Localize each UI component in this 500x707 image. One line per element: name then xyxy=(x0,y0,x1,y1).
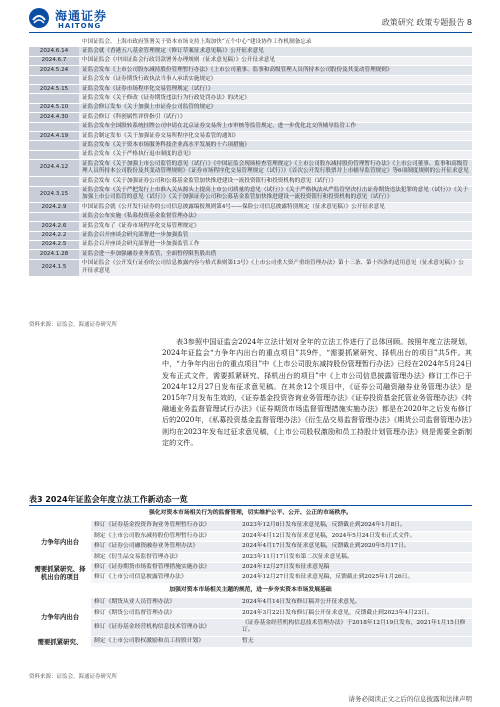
timeline-row xyxy=(29,132,472,141)
header-divider xyxy=(29,32,472,33)
table3-project: 制定《衍生品交易监督管理办法》 xyxy=(91,552,239,562)
timeline-event: 证监会发布《关于加强上市公司监管的意见（试行）》《中国证监会现场检查管理规定》《上市公司股东减持股份管理暂行办法》《上市公司董事、监事和高级管理人员所持本公司股份及其变动管理规则》《证券市场程序化交易管理规定（试行）》《首次公开发行股票并上市辅导监管规定》等6项制度规则的公开征求意见 xyxy=(79,160,472,177)
brand-name-en: HAITONG xyxy=(58,22,102,30)
event-timeline-table xyxy=(29,38,472,277)
timeline-date: 2024.2.5 xyxy=(29,240,79,249)
table3-row xyxy=(29,563,472,573)
timeline-event: 证监会发布全国股转系统挂牌公司申请在北京证券交易所上市审核等监管规定，进一步优化北交所辅导监管工作 xyxy=(79,122,472,131)
timeline-row xyxy=(29,113,472,122)
table3-project: 制定《上市公司股东减持股份管理暂行办法》 xyxy=(91,531,239,541)
table3-project: 制定《上市公司股权激励和员工持股计划》 xyxy=(91,636,239,647)
table3-section-heading: 强化对资本市场相关行为的监督管理，切实维护公平、公开、公正的市场秩序。 xyxy=(29,507,472,521)
timeline-row xyxy=(29,160,472,177)
timeline-date xyxy=(29,177,79,186)
timeline-row xyxy=(29,222,472,231)
brand-name-cn: 海通证券 xyxy=(55,9,108,23)
table3-progress: 2023年11月17日发布第二次征求意见稿。 xyxy=(239,552,472,562)
timeline-date: 2024.6.14 xyxy=(29,47,79,56)
timeline-date xyxy=(29,212,79,221)
timeline-row xyxy=(29,259,472,276)
table3-row xyxy=(29,542,472,552)
timeline-event: 证监会修订发布《关于加强上市证券公司监管的规定》 xyxy=(79,103,472,112)
table3-row xyxy=(29,552,472,562)
table3-row xyxy=(29,608,472,618)
table3-row xyxy=(29,598,472,608)
table3-category: 力争年内出台 xyxy=(29,521,91,563)
timeline-event: 证监会发布《关于资本市场服务科技企业高水平发展的十六项措施》 xyxy=(79,141,472,150)
table3-project: 修订《证券基金投资咨询业务管理暂行办法》 xyxy=(91,521,239,531)
timeline-row xyxy=(29,203,472,212)
timeline-source-note: 资料来源：证监会，海通证券研究所 xyxy=(29,322,118,328)
timeline-event: 中国证监会《中国证监会行政罚款署务办理规则（征求意见稿）》公开征求意见 xyxy=(79,56,472,65)
table3-project: 修订《证券基金经营机构信息技术管理办法》 xyxy=(91,619,239,637)
timeline-date: 2024.5.24 xyxy=(29,66,79,75)
timeline-event: 中国证监会、上海市政府签署关于资本市场支持上海加快“五个中心”建设协作工作机制备忘录 xyxy=(79,38,472,47)
timeline-date: 2024.1.5 xyxy=(29,259,79,276)
timeline-row xyxy=(29,56,472,65)
table3-section-row xyxy=(29,507,472,521)
table3-project: 修订《证券期货市场监督管理措施实施办法》 xyxy=(91,563,239,573)
table3-project: 修订《期货公司监督管理办法》 xyxy=(91,608,239,618)
table3-progress: 2024年4月14日发布修订稿并公开征求意见。 xyxy=(239,598,472,608)
timeline-date: 2024.2.9 xyxy=(29,203,79,212)
haitong-logo-icon xyxy=(29,8,49,28)
timeline-row xyxy=(29,47,472,56)
timeline-date: 2024.1.28 xyxy=(29,250,79,259)
legislation-table xyxy=(29,507,472,648)
timeline-date: 2024.5.10 xyxy=(29,103,79,112)
table3-progress: 2024年3月22日发布修订稿公开征求意见，反馈截止到2023年4月23日。 xyxy=(239,608,472,618)
timeline-event: 证监会发布《证券市场程序化交易管理规定（试行）》 xyxy=(79,85,472,94)
table3-project: 修订《期货从业人员管理办法》 xyxy=(91,598,239,608)
timeline-date xyxy=(29,38,79,47)
timeline-date xyxy=(29,150,79,159)
timeline-event: 证监会发布《关于严把发行上市准入关从源头上提高上市公司质量的意见（试行）》《关于严格执法从严监管坚决打击证券期货违法犯罪的意见（试行）》《关于加强上市公司监管的意见（试行）》《关于加强证券公司和公募基金监管加快推进建设一流投资银行和投资机构的意见（试行）》 xyxy=(79,186,472,203)
table3-section-heading: 加强对资本市场相关主题的规范，进一步夯实资本市场发展基础 xyxy=(29,583,472,597)
timeline-row xyxy=(29,212,472,221)
footer-disclaimer: 请务必阅读正文之后的信息披露和法律声明 xyxy=(348,695,472,703)
page-header xyxy=(0,0,500,34)
table3-title: 表3 2024年证监会年度立法工作新动态一览 xyxy=(29,495,188,504)
table3-category: 力争年内出台 xyxy=(29,598,91,637)
header-report-info: 政策研究 政策专题报告 8 xyxy=(381,18,472,27)
timeline-date: 2024.2.6 xyxy=(29,222,79,231)
timeline-date xyxy=(29,94,79,103)
table3-category: 需要抓紧研究、择机出台的项目 xyxy=(29,563,91,584)
table3-progress: 《证券基金经营机构信息技术管理办法》于2018年12月19日发布，2021年1月15日修订。 xyxy=(239,619,472,637)
timeline-event: 证监会发布了《证券市场程序化交易管理规定》 xyxy=(79,222,472,231)
timeline-row xyxy=(29,38,472,47)
table3-divider xyxy=(29,505,472,506)
timeline-row xyxy=(29,141,472,150)
timeline-row xyxy=(29,103,472,112)
table3-category: 需要抓紧研究、 xyxy=(29,636,91,647)
timeline-event: 证监会召开座谈会研究部署进一步加强监管工作 xyxy=(79,240,472,249)
timeline-row xyxy=(29,150,472,159)
table3-progress: 2024年12月27日发布征求意见稿 xyxy=(239,563,472,573)
timeline-event: 证监会召开座谈会研究部署进一步加强监管 xyxy=(79,231,472,240)
timeline-row xyxy=(29,75,472,84)
timeline-date xyxy=(29,75,79,84)
table3-progress: 2024年12月27日发布征求意见稿，反馈截止到2025年1月26日。 xyxy=(239,573,472,583)
timeline-row xyxy=(29,231,472,240)
timeline-row xyxy=(29,240,472,249)
table3-row xyxy=(29,636,472,647)
timeline-row xyxy=(29,250,472,259)
table3-row xyxy=(29,521,472,531)
timeline-row xyxy=(29,85,472,94)
timeline-event: 证监会修订《科创属性评价指引（试行）》 xyxy=(79,113,472,122)
table3-row xyxy=(29,531,472,541)
timeline-event: 证监会进一步加强融券业务监管，全面暂停限售股出借 xyxy=(79,250,472,259)
timeline-event: 中国证监会就《公开发行证券的公司信息披露编报规则第4号——保险公司信息披露特别规定（征求意见稿）》公开征求意见 xyxy=(79,203,472,212)
table3-row xyxy=(29,619,472,637)
table3-source-note: 资料来源：证监会，海通证券研究所 xyxy=(29,674,118,680)
timeline-row xyxy=(29,66,472,75)
table3-project: 修订《证券公司融资融券业务管理办法》 xyxy=(91,542,239,552)
table3-progress: 2024年4月12日发布征求意见稿，2024年5月24日发布正式文件。 xyxy=(239,531,472,541)
timeline-date xyxy=(29,141,79,150)
table3-row xyxy=(29,573,472,583)
table3-progress: 2024年4月17日发布征求意见稿，反馈截止到2020年5月17日。 xyxy=(239,542,472,552)
table3-project: 修订《上市公司信息披露管理办法》 xyxy=(91,573,239,583)
body-paragraph: 表3参照中国证监会2024年立法计划对全年的立法工作进行了总体回顾。按照年度立法规划，2024年证监会“力争年内出台的重点项目”共9件，“需要抓紧研究、择机出台的项目”共5件。其中，“力争年内出台的重点项目”中《上市公司股东减持股份管理暂行办法》已经在2024年5月24日发布正式文件，需要抓紧研究、择机出台的项目”中《上市公司信息披露管理办法》修订工作已于2024年12月27日发布征求意见稿。在其余12个项目中，《证券公司融资融券业务管理办法》是2015年7月发布生效的，《证券基金投资咨询业务管理办法》《证券投资基金托管业务管理办法》《转融通业务监督管理试行办法》《证券期货市场监督管理措施实施办法》都是在2020年之后发布修订后的2020年，《私募投资基金监督管理办法》《衍生品交易监督管理办法》《期货公司监督管理办法》则均在2023年发布过征求意见稿，《上市公司股权激励和员工持股计划管理办法》则是需要全新制定的文件。 xyxy=(162,337,472,447)
timeline-date: 2024.5.15 xyxy=(29,85,79,94)
timeline-row xyxy=(29,177,472,186)
timeline-date: 2024.6.7 xyxy=(29,56,79,65)
timeline-event: 证监会就《香港五八基金管理规定（修订草案征求意见稿）》公开征求意见 xyxy=(79,47,472,56)
timeline-event: 证监会发布《关于严格执行退市制度的意见》 xyxy=(79,150,472,159)
timeline-row xyxy=(29,94,472,103)
table3-progress: 2023年12月8日发布征求意见稿，反馈截止到2024年1月8日。 xyxy=(239,521,472,531)
timeline-row xyxy=(29,186,472,203)
timeline-row xyxy=(29,122,472,131)
table3-section-row xyxy=(29,583,472,597)
timeline-event: 证监会公布实施《私募投资基金监督管理办法》 xyxy=(79,212,472,221)
table3-progress: 暂无 xyxy=(239,636,472,647)
timeline-event: 证监会发布《上市公司股东减持股份管理暂行办法》《上市公司董事、监事和高级管理人员所持本公司股份及其变动管理规则》 xyxy=(79,66,472,75)
timeline-event: 证监会发布《关于修改《证券期货违法行为行政处罚办法》的决定》 xyxy=(79,94,472,103)
timeline-date: 2024.3.15 xyxy=(29,186,79,203)
timeline-date xyxy=(29,122,79,131)
timeline-event: 中国证监会《公开发行证券的公司信息披露内容与格式准则第13号》《上市公司重大资产重组管理办法》第十三条、第十四条的适用意见（征求意见稿）》公开征求意见 xyxy=(79,259,472,276)
timeline-event: 证监会发布《关于加强证券公司和公募基金监管加快推进建设一流投资银行和投资机构的意见（试行）》 xyxy=(79,177,472,186)
timeline-date: 2024.4.19 xyxy=(29,132,79,141)
timeline-date: 2024.2.2 xyxy=(29,231,79,240)
timeline-date: 2024.4.30 xyxy=(29,113,79,122)
timeline-event: 证监会发布《证券期货行政执法当事人承诺实施规定》 xyxy=(79,75,472,84)
timeline-event: 证监会制定发布《关于加强证券交易所程序化交易监管的通知》 xyxy=(79,132,472,141)
timeline-date: 2024.4.12 xyxy=(29,160,79,177)
